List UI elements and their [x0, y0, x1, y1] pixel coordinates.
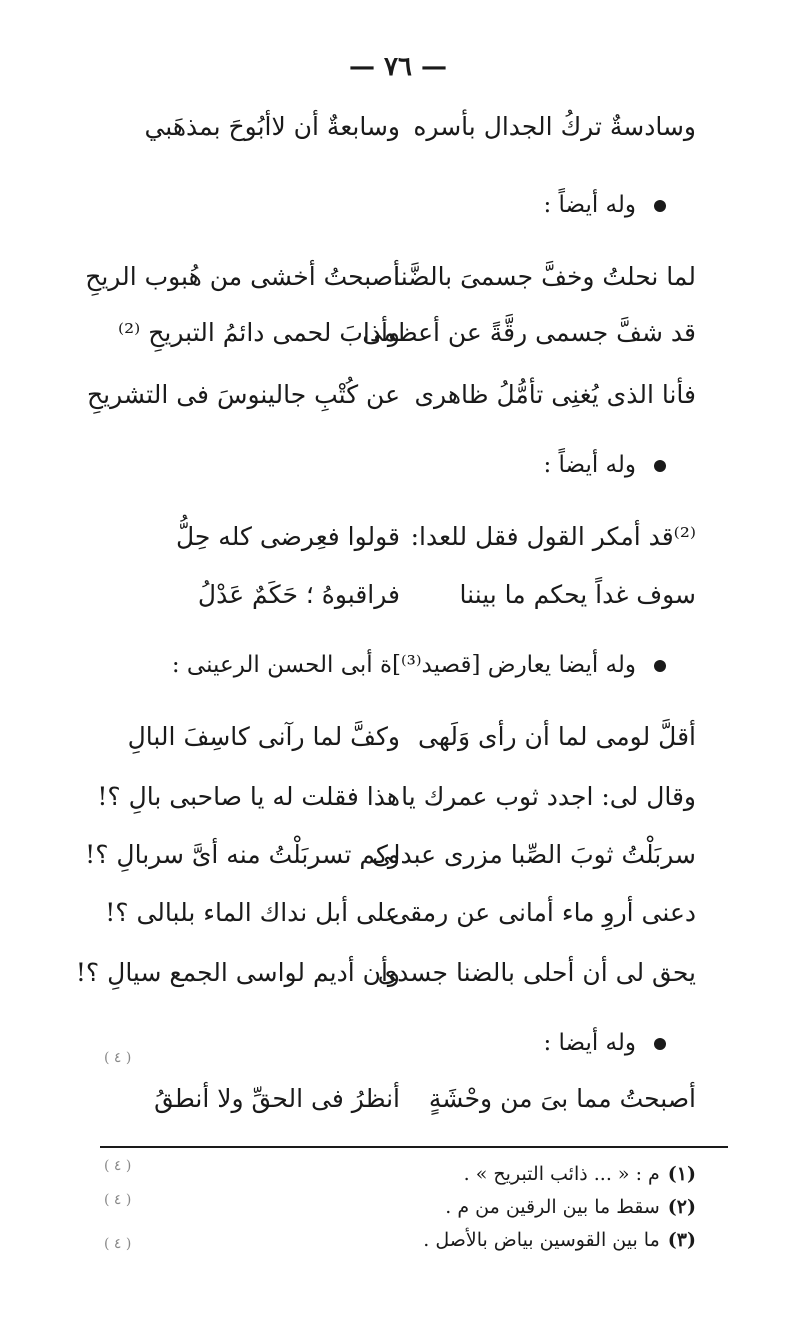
verse-left-hemistich: عن كُتْبِ جالينوسَ فى التشريحِ [86, 380, 400, 409]
verse-left-hemistich: وأن أديم لواسى الجمع سيالِ ؟! [75, 958, 400, 987]
bullet-icon [654, 660, 666, 672]
verse-right-hemistich: يحق لى أن أحلى بالضنا جسدى [377, 958, 696, 987]
footnote-text: م : « ... ذائب التبريح » . [463, 1163, 660, 1185]
verse-left-hemistich: قولوا فعِرضى كله حِلُّ [175, 522, 400, 551]
verse-left-hemistich: فراقبوهُ ؛ حَكَمٌ عَدْلُ [197, 580, 400, 609]
verse-line [100, 318, 696, 368]
verse-line [85, 262, 696, 312]
verse-right-hemistich: سوف غداً يحكم ما بيننا [459, 580, 696, 609]
footnote [423, 1229, 696, 1251]
verse-right-hemistich: قد شفَّ جسمى رقَّةً عن أعظمى [362, 318, 696, 347]
margin-mark: ( ٤ ) [104, 1158, 132, 1174]
bullet-icon [654, 1038, 666, 1050]
verse-line [97, 782, 696, 832]
verse-left-hemistich: وكفَّ لما رآنى كاسِفَ البالِ [127, 722, 400, 751]
verse-right-hemistich: وقال لى: اجدد ثوب عمرك يا [401, 782, 696, 811]
verse-line [100, 580, 696, 630]
verse-right-hemistich: لما نحلتُ وخفَّ جسمىَ بالضَّنا [393, 262, 696, 291]
margin-mark: ( ٤ ) [104, 1192, 132, 1208]
margin-mark: ( ٤ ) [104, 1050, 132, 1066]
verse-left-hemistich: أصبحتُ أخشى من هُبوب الريحِ [85, 262, 400, 291]
verse-left-hemistich: على أبل نداك الماء بلبالى ؟! [105, 898, 400, 927]
footnote-text: ما بين القوسين بياض بالأصل . [423, 1229, 660, 1251]
poem-heading: وله أيضا يعارض [قصيد⁽³⁾]ة أبى الحسن الرعينى : [172, 652, 666, 678]
footnote [445, 1196, 696, 1218]
verse-line [100, 1084, 696, 1134]
footnote-separator [100, 1146, 728, 1148]
verse-right-hemistich: فأنا الذى يُغنِى تأمُّلُ ظاهرى [414, 380, 696, 409]
verse-left-hemistich: وأذابَ لحمى دائمُ التبريحِ ⁽²⁾ [118, 318, 400, 347]
verse-right-hemistich: أصبحتُ مما بىَ من وحْشَةٍ [428, 1084, 696, 1113]
verse-left-hemistich: هذا فقلت له يا صاحبى بالِ ؟! [97, 782, 400, 811]
footnote-number: (١) [667, 1163, 696, 1185]
footnote [464, 1163, 696, 1185]
footnote-number: (٣) [667, 1229, 696, 1251]
bullet-icon [654, 200, 666, 212]
verse-right-hemistich: ⁽²⁾قد أمكر القول فقل للعدا: [410, 522, 696, 551]
verse-line [86, 380, 696, 430]
verse-right-hemistich: أقلَّ لومى لما أن رأى وَلَهى [418, 722, 696, 751]
poem-heading: وله أيضاً : [543, 452, 666, 478]
verse-right-hemistich: وسادسةٌ تركُ الجدال بأسره [413, 112, 696, 141]
footnote-number: (٢) [667, 1196, 696, 1218]
verse-line [85, 840, 696, 890]
verse-right-hemistich: سربَلْتُ ثوبَ الصِّبا مزرى عبدلى [372, 840, 696, 869]
poem-heading: وله أيضا : [543, 1030, 666, 1056]
verse-left-hemistich: أنظرُ فى الحقِّ ولا أنطقُ [154, 1084, 400, 1113]
page-number: — ٧٦ — [348, 52, 448, 82]
verse-line [100, 722, 696, 772]
verse-left-hemistich: وسابعةٌ أن لاأبُوحَ بمذهَبي [144, 112, 400, 141]
verse-left-hemistich: وكم تسربَلْتُ منه أىَّ سربالِ ؟! [85, 840, 400, 869]
verse-right-hemistich: دعنى أروِ ماء أمانى عن رمقى [389, 898, 696, 927]
verse-line [100, 898, 696, 948]
opening-verse [100, 112, 696, 162]
poem-heading: وله أيضاً : [543, 192, 666, 218]
margin-mark: ( ٤ ) [104, 1236, 132, 1252]
verse-line [75, 958, 696, 1008]
bullet-icon [654, 460, 666, 472]
footnote-text: سقط ما بين الرقين من م . [445, 1196, 660, 1218]
verse-line [100, 522, 696, 572]
